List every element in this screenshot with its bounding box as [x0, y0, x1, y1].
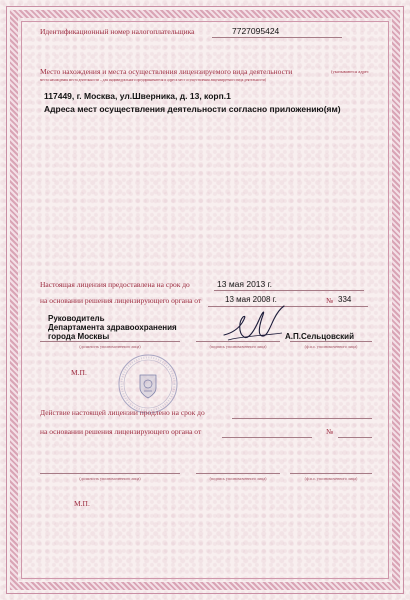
extension-basis-label: на основании решения лицензирующего органа от	[40, 427, 202, 436]
location-note: (указываются адрес	[331, 69, 369, 74]
official-seal	[117, 353, 179, 415]
stamp-place-label: М.П.	[71, 368, 87, 377]
extension-basis-underline	[222, 437, 312, 438]
extension-number-sign: №	[326, 427, 334, 436]
addresses-value: Адреса мест осуществления деятельности согласно приложению(ям)	[44, 104, 341, 114]
extension-position-line	[40, 473, 180, 474]
name-line	[290, 341, 372, 342]
number-sign: №	[326, 296, 334, 305]
extension-number-underline	[338, 437, 372, 438]
inn-label: Идентификационный номер налогоплательщика	[40, 27, 195, 36]
term-underline	[214, 290, 364, 291]
caption-position: (должность уполномоченного лица)	[79, 344, 141, 349]
number-value: 334	[338, 295, 352, 304]
term-label: Настоящая лицензия предоставлена на срок до	[40, 280, 190, 289]
handwritten-signature	[222, 303, 288, 345]
extension-stamp-place-label: М.П.	[74, 499, 90, 508]
caption-signature: (подпись уполномоченного лица)	[209, 344, 267, 349]
signatory-line-2: Департамента здравоохранения	[48, 323, 177, 332]
extension-underline	[232, 418, 372, 419]
address-value: 117449, г. Москва, ул.Шверника, д. 13, корп.1	[44, 91, 231, 101]
extension-caption-position: (должность уполномоченного лица)	[79, 476, 141, 481]
basis-date: 13 мая 2008 г.	[225, 295, 277, 304]
extension-label: Действие настоящей лицензии продлено на срок до	[40, 408, 205, 417]
basis-label: на основании решения лицензирующего органа от	[40, 296, 202, 305]
extension-caption-signature: (подпись уполномоченного лица)	[209, 476, 267, 481]
caption-name: (ф.и.о. уполномоченного лица)	[304, 344, 358, 349]
term-value: 13 мая 2013 г.	[217, 279, 273, 289]
extension-name-line	[290, 473, 372, 474]
position-line	[40, 341, 180, 342]
extension-caption-name: (ф.и.о. уполномоченного лица)	[304, 476, 358, 481]
signatory-name: А.П.Сельцовский	[285, 332, 355, 341]
signatory-line-3: города Москвы	[48, 332, 110, 341]
inn-value: 7727095424	[232, 26, 280, 36]
signatory-line-1: Руководитель	[48, 314, 105, 323]
location-note-detail: места нахождения места деятельности – для индивидуального предпринимателя и адреса мест осуществления лицензируемого вида деятельности)	[40, 78, 266, 82]
location-label: Место нахождения и места осуществления лицензируемого вида деятельности	[40, 67, 293, 76]
extension-signature-line	[196, 473, 280, 474]
inn-underline	[212, 37, 342, 38]
